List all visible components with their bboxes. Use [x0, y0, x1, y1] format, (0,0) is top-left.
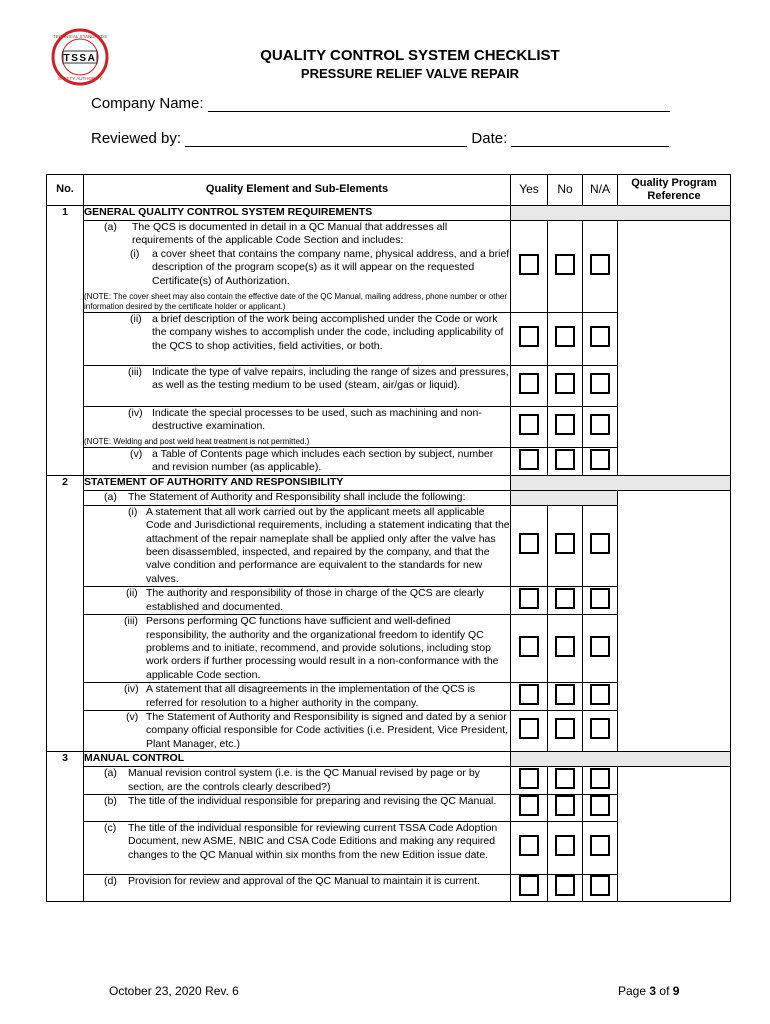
checklist-item — [84, 221, 511, 313]
item-text: The Statement of Authority and Responsibility is signed and dated by a senior company official responsible for Code activities (i.e. President, Vice President, Plant Manager, etc.) — [146, 710, 509, 750]
yes-checkbox[interactable] — [519, 835, 539, 856]
checklist-item — [84, 794, 511, 821]
checklist-item — [84, 615, 511, 683]
yes-checkbox[interactable] — [519, 414, 539, 435]
yes-checkbox[interactable] — [519, 684, 539, 705]
document-subtitle: PRESSURE RELIEF VALVE REPAIR — [300, 66, 520, 81]
no-checkbox[interactable] — [555, 875, 575, 896]
na-checkbox[interactable] — [590, 254, 610, 275]
yes-checkbox[interactable] — [519, 718, 539, 739]
checklist-item — [84, 821, 511, 874]
item-label: (iv) — [124, 683, 139, 696]
checklist-item — [84, 313, 511, 366]
section-number: 3 — [47, 752, 84, 902]
item-label: (v) — [126, 710, 139, 723]
item-label: (v) — [130, 448, 143, 461]
na-checkbox[interactable] — [590, 326, 610, 347]
yes-checkbox[interactable] — [519, 254, 539, 275]
item-text: a Table of Contents page which includes each section by subject, number and revision number (as applicable). — [152, 448, 494, 474]
note: (NOTE: Welding and post weld heat treatment is not permitted.) — [84, 436, 310, 446]
header-no-col: No — [548, 175, 583, 206]
item-text: A statement that all disagreements in the implementation of the QCS is referred for resolution to a higher authority in the company. — [146, 683, 476, 709]
date-label: Date: — [471, 130, 508, 147]
section-number: 2 — [47, 475, 84, 751]
na-checkbox[interactable] — [590, 684, 610, 705]
checklist-item — [84, 710, 511, 751]
checklist-item — [84, 505, 511, 586]
item-text: a cover sheet that contains the company name, physical address, and a brief description of the program scope(s) as it will appear on the requested Certificate(s) of Authorization. — [152, 247, 510, 287]
yes-checkbox[interactable] — [519, 326, 539, 347]
no-checkbox[interactable] — [555, 718, 575, 739]
na-checkbox[interactable] — [590, 835, 610, 856]
no-checkbox[interactable] — [555, 254, 575, 275]
page-prefix: Page — [618, 984, 647, 998]
item-label: (iv) — [128, 407, 143, 420]
yes-checkbox[interactable] — [519, 795, 539, 816]
checklist-item — [84, 366, 511, 407]
tssa-logo — [51, 28, 109, 86]
section-title: GENERAL QUALITY CONTROL SYSTEM REQUIREMENTS — [84, 206, 511, 221]
no-checkbox[interactable] — [555, 768, 575, 789]
item-label: (i) — [128, 505, 138, 518]
na-checkbox[interactable] — [590, 414, 610, 435]
item-label: (a) — [104, 221, 117, 233]
footer-page-number — [618, 984, 679, 998]
company-name-field[interactable] — [208, 97, 670, 112]
na-checkbox[interactable] — [590, 718, 610, 739]
na-checkbox[interactable] — [590, 588, 610, 609]
no-checkbox[interactable] — [555, 684, 575, 705]
item-label: (ii) — [130, 313, 142, 326]
reviewed-by-field[interactable] — [185, 132, 467, 147]
reference-cell[interactable] — [618, 221, 731, 476]
no-checkbox[interactable] — [555, 326, 575, 347]
reviewed-row — [91, 130, 669, 147]
na-checkbox[interactable] — [590, 636, 610, 657]
reviewed-by-label: Reviewed by: — [91, 130, 182, 147]
item-text: a brief description of the work being accomplished under the Code or work the company wishes to accomplish under the code, including applicability of the QCS to shop activities, field activities, or both. — [152, 313, 504, 352]
item-text: A statement that all work carried out by the applicant meets all applicable Code and Jurisdictional requirements, including a statement indicating that the attachment of the repair nameplate shall be applied only after the valve has been disassembled, inspected, and repaired by the company, and that the valve condition and performance are equivalent to the standards for new valves. — [146, 505, 510, 585]
page-of: of — [659, 984, 670, 998]
item-label: (d) — [104, 874, 117, 887]
checklist-table — [46, 174, 731, 902]
checklist-item — [84, 490, 511, 505]
item-label: (iii) — [128, 366, 142, 379]
note: (NOTE: The cover sheet may also contain the effective date of the QC Manual, mailing address, phone number or other information desired by the certificate holder or applicant.) — [84, 292, 508, 312]
yes-checkbox[interactable] — [519, 588, 539, 609]
svg-text:TECHNICAL STANDARDS: TECHNICAL STANDARDS — [52, 34, 108, 39]
item-label: (i) — [130, 247, 140, 260]
item-text: The title of the individual responsible for preparing and revising the QC Manual. — [128, 794, 497, 807]
yes-checkbox[interactable] — [519, 449, 539, 470]
section-number: 1 — [47, 206, 84, 476]
header-reference: Quality Program Reference — [618, 175, 731, 206]
checklist-item — [84, 587, 511, 615]
no-checkbox[interactable] — [555, 414, 575, 435]
item-label: (a) — [104, 767, 117, 780]
header-no: No. — [47, 175, 84, 206]
item-text: The QCS is documented in detail in a QC Manual that addresses all requirements of the applicable Code Section and includes: — [132, 221, 448, 247]
table-row — [47, 490, 731, 505]
no-checkbox[interactable] — [555, 533, 575, 554]
section-row — [47, 475, 731, 490]
reference-cell[interactable] — [618, 767, 731, 902]
company-name-row — [91, 95, 670, 112]
item-label: (iii) — [124, 615, 138, 628]
yes-checkbox[interactable] — [519, 768, 539, 789]
item-text: Provision for review and approval of the QC Manual to maintain it is current. — [128, 874, 480, 887]
yes-checkbox[interactable] — [519, 875, 539, 896]
yes-checkbox[interactable] — [519, 373, 539, 394]
date-field[interactable] — [511, 132, 669, 147]
table-header-row — [47, 175, 731, 206]
page-current: 3 — [649, 984, 657, 998]
header-element: Quality Element and Sub-Elements — [84, 175, 511, 206]
reference-cell[interactable] — [618, 490, 731, 751]
table-row — [47, 767, 731, 795]
item-text: Persons performing QC functions have sufficient and well-defined responsibility, the authority and the organizational freedom to identify QC problems and to initiate, recommend, and provide solutions, including stop work orders if further processing would result in a non-conformance with the applicable Code section. — [146, 615, 499, 681]
section-row — [47, 206, 731, 221]
checklist-item — [84, 448, 511, 476]
na-checkbox[interactable] — [590, 768, 610, 789]
na-checkbox[interactable] — [590, 533, 610, 554]
section-title: STATEMENT OF AUTHORITY AND RESPONSIBILITY — [84, 475, 511, 490]
header-yes: Yes — [511, 175, 548, 206]
na-checkbox[interactable] — [590, 875, 610, 896]
yes-checkbox[interactable] — [519, 533, 539, 554]
checklist-item — [84, 683, 511, 711]
checklist-item — [84, 407, 511, 448]
page-total: 9 — [672, 984, 680, 998]
footer-date: October 23, 2020 Rev. 6 — [109, 984, 239, 998]
section-title: MANUAL CONTROL — [84, 752, 511, 767]
svg-text:TSSA: TSSA — [63, 53, 97, 64]
header-na: N/A — [583, 175, 618, 206]
item-text: Indicate the special processes to be used, such as machining and non-destructive examination. — [152, 407, 482, 433]
item-text: The authority and responsibility of those in charge of the QCS are clearly established and documented. — [146, 587, 484, 613]
svg-text:SAFETY AUTHORITY: SAFETY AUTHORITY — [57, 76, 103, 81]
item-label: (b) — [104, 794, 117, 807]
table-row — [47, 221, 731, 313]
item-label: (ii) — [126, 587, 138, 600]
checklist-item — [84, 874, 511, 901]
no-checkbox[interactable] — [555, 835, 575, 856]
item-label: (c) — [104, 821, 117, 834]
checklist-item — [84, 767, 511, 795]
yes-checkbox[interactable] — [519, 636, 539, 657]
no-checkbox[interactable] — [555, 795, 575, 816]
no-checkbox[interactable] — [555, 373, 575, 394]
na-checkbox[interactable] — [590, 795, 610, 816]
document-title: QUALITY CONTROL SYSTEM CHECKLIST — [260, 47, 560, 64]
item-text: The title of the individual responsible for reviewing current TSSA Code Adoption Document, new ASME, NBIC and CSA Code Editions and making any required changes to the QC Manual within six months from the new Edition issue date. — [128, 821, 498, 861]
section-row — [47, 752, 731, 767]
no-checkbox[interactable] — [555, 588, 575, 609]
no-checkbox[interactable] — [555, 449, 575, 470]
item-text: Manual revision control system (i.e. is the QC Manual revised by page or by section, are the controls clearly described?) — [128, 767, 480, 793]
item-text: Indicate the type of valve repairs, including the range of sizes and pressures, as well as the testing medium to be used (steam, air/gas or liquid). — [152, 366, 509, 392]
item-text: The Statement of Authority and Responsibility shall include the following: — [128, 490, 466, 503]
na-checkbox[interactable] — [590, 373, 610, 394]
no-checkbox[interactable] — [555, 636, 575, 657]
company-name-label: Company Name: — [91, 95, 204, 112]
item-label: (a) — [104, 490, 117, 503]
na-checkbox[interactable] — [590, 449, 610, 470]
